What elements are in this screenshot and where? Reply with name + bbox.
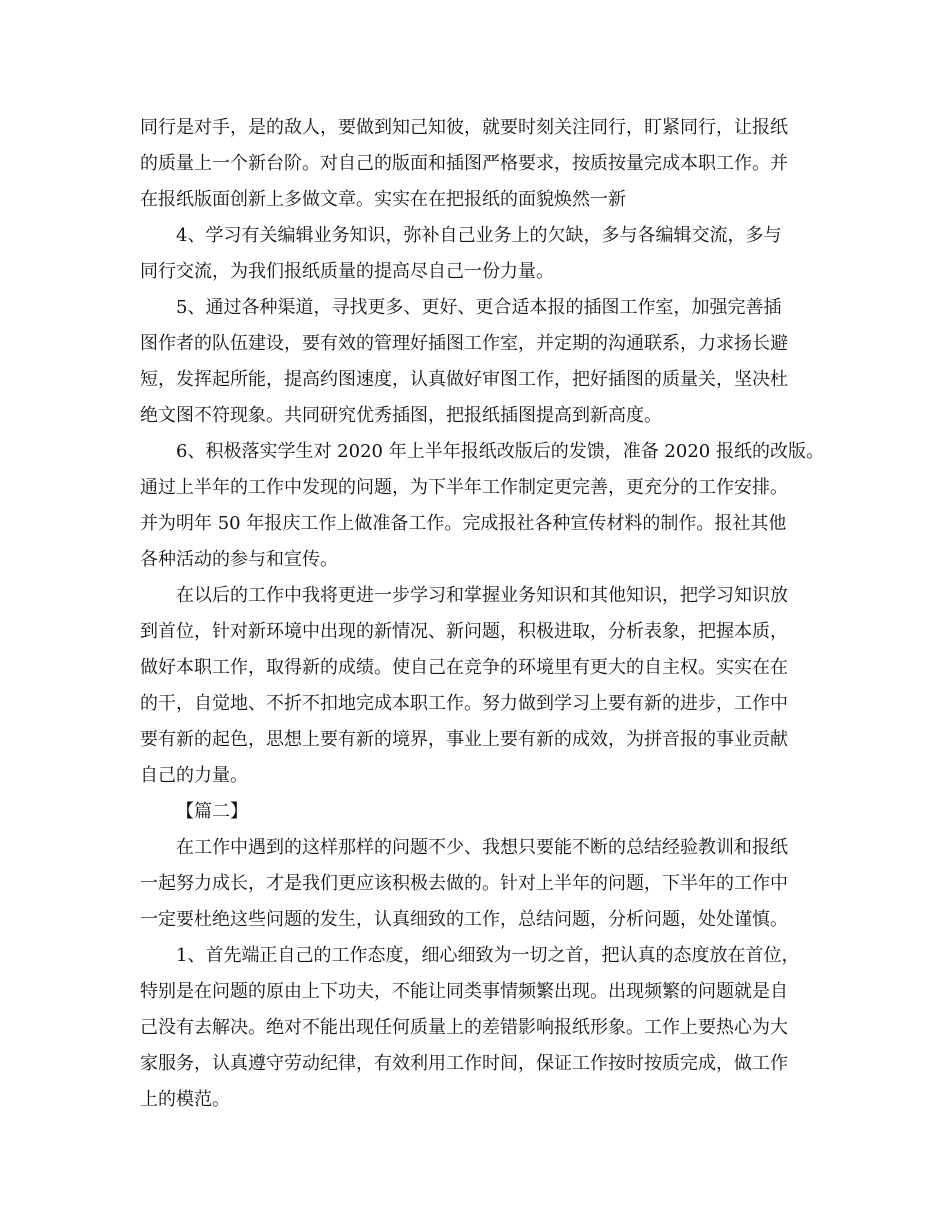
text-line: 图作者的队伍建设，要有效的管理好插图工作室，并定期的沟通联系，力求扬长避 [140, 333, 788, 354]
text-line: 的干，自觉地、不折不扣地完成本职工作。努力做到学习上要有新的进步，工作中 [140, 693, 788, 714]
document-body [140, 110, 830, 1118]
text-line: 的质量上一个新台阶。对自己的版面和插图严格要求，按质按量完成本职工作。并 [140, 153, 788, 174]
text-line: 己没有去解决。绝对不能出现任何质量上的差错影响报纸形象。工作上要热心为大 [140, 1017, 788, 1038]
text-line: 同行交流，为我们报纸质量的提高尽自己一份力量。 [140, 261, 554, 282]
text-line: 到首位，针对新环境中出现的新情况、新问题，积极进取，分析表象，把握本质， [140, 621, 788, 642]
text-line: 一定要杜绝这些问题的发生，认真细致的工作，总结问题，分析问题，处处谨慎。 [140, 909, 788, 930]
text-line: 同行是对手，是的敌人，要做到知己知彼，就要时刻关注同行，盯紧同行，让报纸 [140, 117, 788, 138]
text-line: 1、首先端正自己的工作态度，细心细致为一切之首，把认真的态度放在首位， [176, 945, 800, 966]
text-line: 在以后的工作中我将更进一步学习和掌握业务知识和其他知识，把学习知识放 [176, 585, 788, 606]
text-line: 各种活动的参与和宣传。 [140, 549, 338, 570]
text-line: 在工作中遇到的这样那样的问题不少、我想只要能不断的总结经验教训和报纸 [176, 837, 788, 858]
text-line: 要有新的起色，思想上要有新的境界，事业上要有新的成效，为拼音报的事业贡献 [140, 729, 788, 750]
text-line: 在报纸版面创新上多做文章。实实在在把报纸的面貌焕然一新 [140, 189, 626, 210]
text-line: 6、积极落实学生对 2020 年上半年报纸改版后的发馈，准备 2020 报纸的改版。 [176, 441, 824, 462]
text-line: 特别是在问题的原由上下功夫，不能让同类事情频繁出现。出现频繁的问题就是自 [140, 981, 788, 1002]
text-line: 家服务，认真遵守劳动纪律，有效利用工作时间，保证工作按时按质完成，做工作 [140, 1053, 788, 1074]
text-line: 并为明年 50 年报庆工作上做准备工作。完成报社各种宣传材料的制作。报社其他 [140, 513, 787, 534]
text-line: 4、学习有关编辑业务知识，弥补自己业务上的欠缺，多与各编辑交流，多与 [176, 225, 782, 246]
text-line: 5、通过各种渠道，寻找更多、更好、更合适本报的插图工作室，加强完善插 [176, 297, 782, 318]
text-line: 一起努力成长，才是我们更应该积极去做的。针对上半年的问题，下半年的工作中 [140, 873, 788, 894]
text-line: 短，发挥起所能，提高约图速度，认真做好审图工作，把好插图的质量关，坚决杜 [140, 369, 788, 390]
text-line: 通过上半年的工作中发现的问题，为下半年工作制定更完善，更充分的工作安排。 [140, 477, 788, 498]
text-line: 【篇二】 [176, 801, 248, 822]
text-line: 上的模范。 [140, 1089, 230, 1110]
text-line: 做好本职工作，取得新的成绩。使自己在竞争的环境里有更大的自主权。实实在在 [140, 657, 788, 678]
text-line: 自己的力量。 [140, 765, 248, 786]
text-line: 绝文图不符现象。共同研究优秀插图，把报纸插图提高到新高度。 [140, 405, 662, 426]
